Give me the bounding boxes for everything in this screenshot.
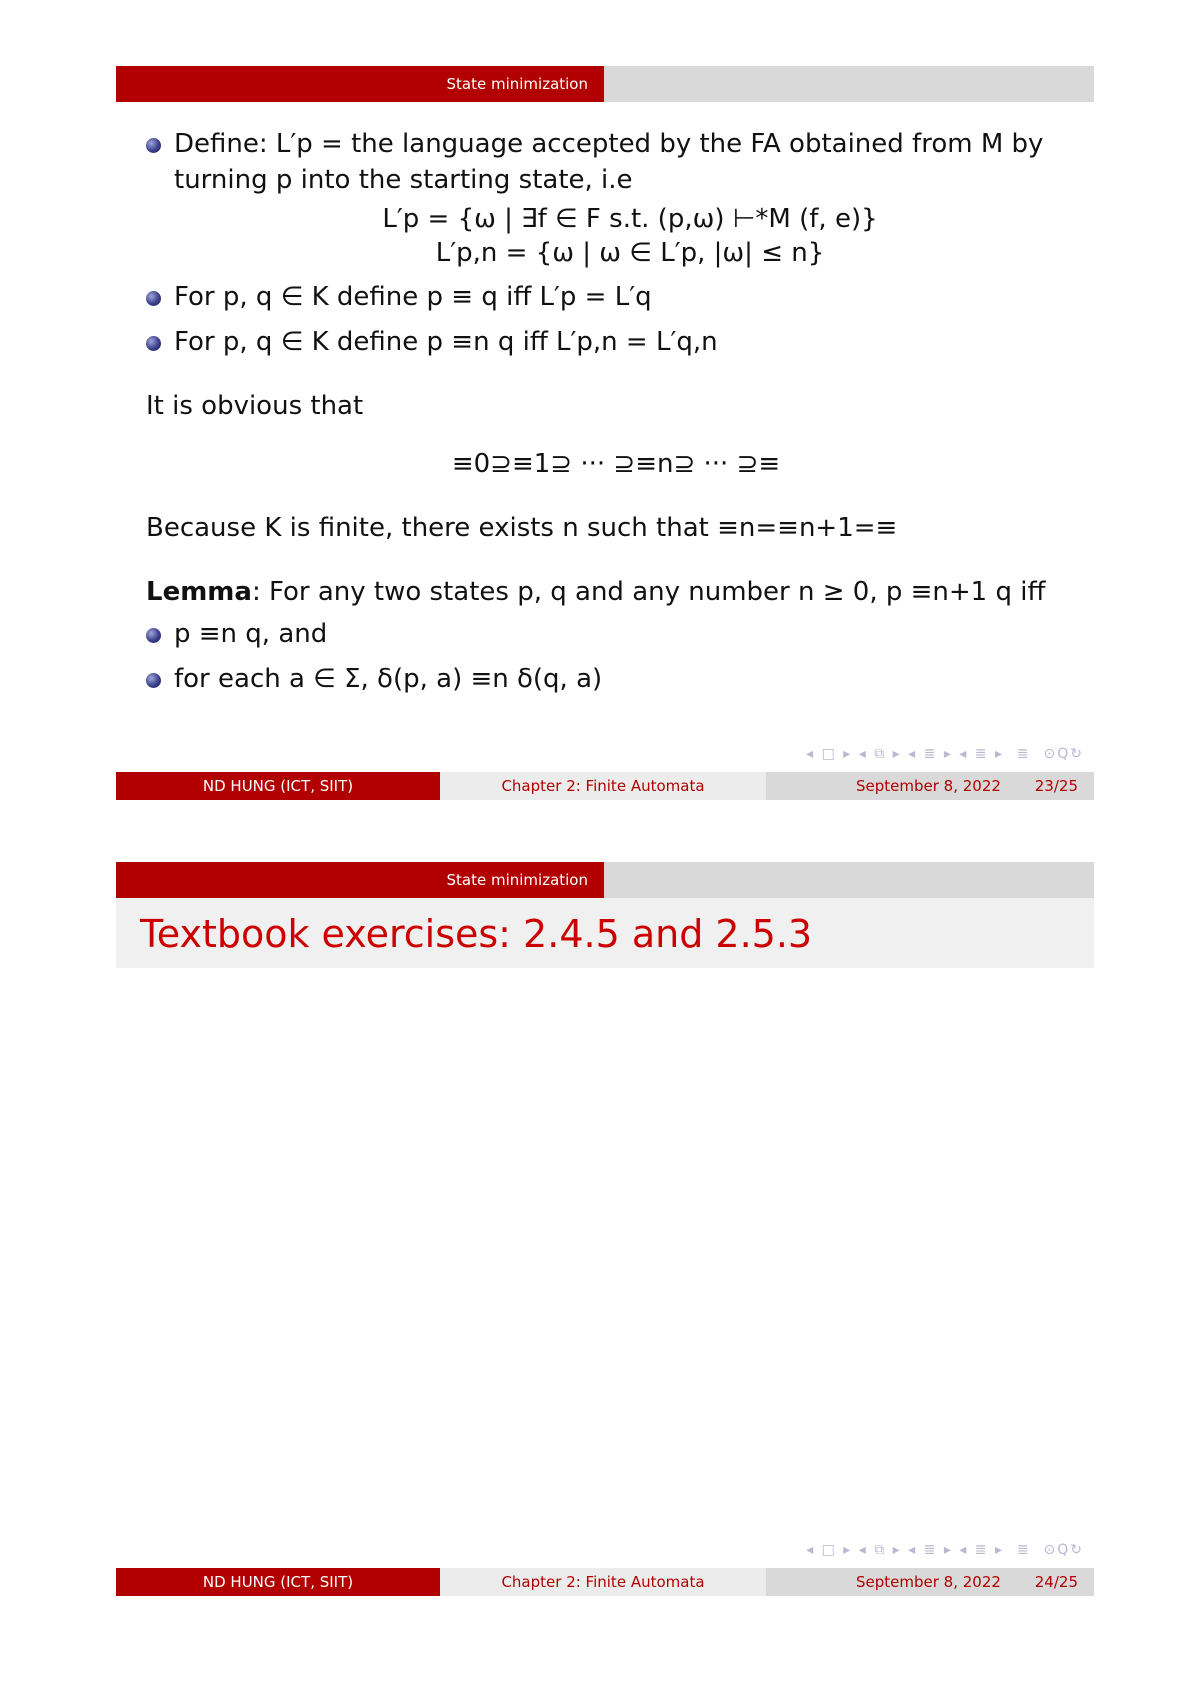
- footer-date-page: [766, 1568, 1094, 1596]
- navigation-icons[interactable]: ◂ □ ▸ ◂ ⧉ ▸ ◂ ≣ ▸ ◂ ≣ ▸ ≣ ⊙Q↻: [806, 746, 1084, 762]
- lemma-text: : For any two states p, q and any number n ≥ 0, p ≡n+1 q iff: [251, 577, 1046, 607]
- define-text: Define: L′p = the language accepted by the FA obtained from M by turning p into the starting state, i.e: [174, 129, 1044, 195]
- bullet-define: [146, 126, 1086, 270]
- footer-page: 24/25: [1034, 1573, 1078, 1591]
- footer-date: September 8, 2022: [856, 777, 1001, 795]
- footer-date-page: [766, 772, 1094, 800]
- footer-author: ND HUNG (ICT, SIIT): [116, 1568, 440, 1596]
- bullet-equiv-n: [146, 324, 1086, 360]
- footer-author: ND HUNG (ICT, SIIT): [116, 772, 440, 800]
- section-title: State minimization: [116, 862, 604, 898]
- header-bar: [116, 862, 1094, 898]
- bullet-equiv: [146, 279, 1086, 315]
- bullet-icon: [146, 628, 161, 643]
- frame-title: Textbook exercises: 2.4.5 and 2.5.3: [140, 912, 813, 956]
- frame-title-bar: [116, 898, 1094, 968]
- slide-content: [146, 126, 1086, 706]
- equation-lp: L′p = {ω | ∃f ∈ F s.t. (p,ω) ⊢*M (f, e)}: [382, 204, 878, 234]
- bullet-icon: [146, 138, 161, 153]
- slide-24: [116, 862, 1094, 1596]
- slide-23: [116, 66, 1094, 800]
- bullet-icon: [146, 336, 161, 351]
- footer-page: 23/25: [1034, 777, 1078, 795]
- finite-text: Because K is finite, there exists n such that ≡n=≡n+1=≡: [146, 513, 898, 543]
- obvious-text: It is obvious that: [146, 391, 364, 421]
- bullet-icon: [146, 291, 161, 306]
- lemma-label: Lemma: [146, 577, 252, 607]
- footer-bar: [116, 772, 1094, 800]
- lemma-statement: [146, 574, 1086, 610]
- chain-equation: ≡0⊇≡1⊇ ··· ⊇≡n⊇ ··· ⊇≡: [451, 449, 781, 479]
- equiv-n-text: For p, q ∈ K define p ≡n q iff L′p,n = L′q,n: [174, 327, 718, 357]
- lemma-bullet-2: for each a ∈ Σ, δ(p, a) ≡n δ(q, a): [146, 661, 1086, 697]
- header-bar: [116, 66, 1094, 102]
- footer-bar: [116, 1568, 1094, 1596]
- navigation-icons[interactable]: ◂ □ ▸ ◂ ⧉ ▸ ◂ ≣ ▸ ◂ ≣ ▸ ≣ ⊙Q↻: [806, 1542, 1084, 1558]
- footer-chapter: Chapter 2: Finite Automata: [440, 1568, 766, 1596]
- footer-date: September 8, 2022: [856, 1573, 1001, 1591]
- bullet-icon: [146, 673, 161, 688]
- equation-lpn: L′p,n = {ω | ω ∈ L′p, |ω| ≤ n}: [435, 238, 825, 268]
- equiv-text: For p, q ∈ K define p ≡ q iff L′p = L′q: [174, 282, 652, 312]
- section-title: State minimization: [116, 66, 604, 102]
- footer-chapter: Chapter 2: Finite Automata: [440, 772, 766, 800]
- lemma-bullet-1: p ≡n q, and: [146, 616, 1086, 652]
